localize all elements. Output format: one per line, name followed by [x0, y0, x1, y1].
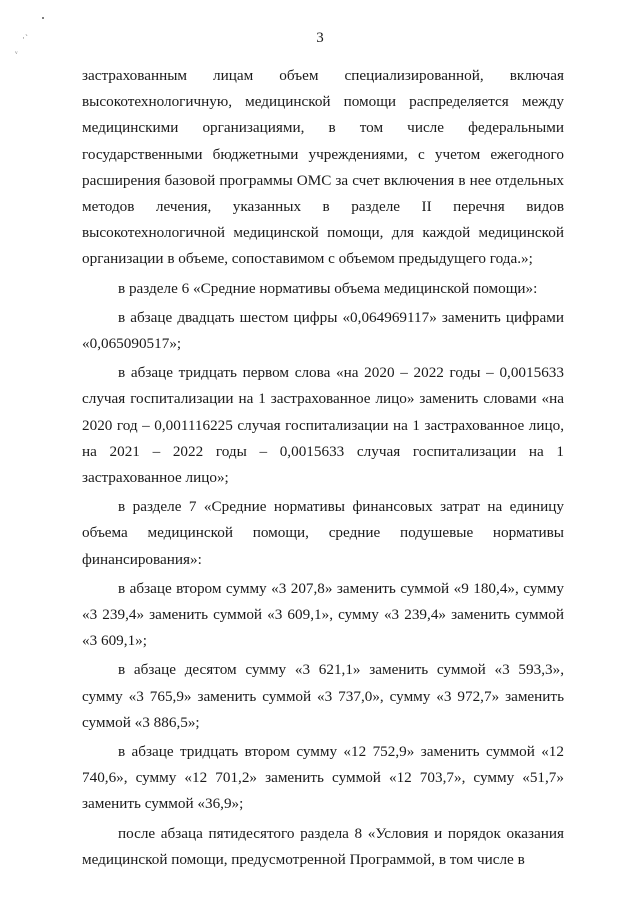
paragraph-amendment: в абзаце тридцать втором сумму «12 752,9» заменить суммой «12 740,6», сумму «12 701,2» заменить суммой «12 703,7», сумму «51,7» заменить суммой «36,9»;: [82, 743, 564, 813]
paragraph-section-7: в разделе 7 «Средние нормативы финансовых затрат на единицу объема медицинской помощи, средние подушевые нормативы финансирования»:: [82, 498, 564, 568]
page-number: 3: [316, 30, 324, 46]
paragraph-section-6: в разделе 6 «Средние нормативы объема медицинской помощи»:: [118, 279, 538, 297]
scan-mark: ·`: [22, 33, 28, 43]
paragraph-amendment: в абзаце двадцать шестом цифры «0,064969117» заменить цифрами «0,065090517»;: [82, 308, 564, 353]
paragraph-amendment: в абзаце втором сумму «3 207,8» заменить суммой «9 180,4», сумму «3 239,4» заменить суммой «3 609,1», сумму «3 239,4» заменить суммой «3 609,1»;: [82, 579, 564, 650]
scan-speck: [42, 17, 44, 19]
paragraph-continuation: застрахованным лицам объем специализированной, включая высокотехнологичную, медицинской помощи распределяется между медицинскими организациями, в том числе федеральными государственными бюджетными учреждениями, с учетом ежегодного расширения базовой программы ОМС за счет включения в нее отдельных методов лечения, указанных в разделе II перечня видов высокотехнологичной медицинской помощи, для каждой медицинской организации в объеме, сопоставимом с объемом предыдущего года.»;: [82, 67, 564, 268]
paragraph-amendment: в абзаце тридцать первом слова «на 2020 – 2022 годы – 0,0015633 случая госпитализации на 1 застрахованное лицо» заменить словами «на 2020 год – 0,001116225 случая госпитализации на 1 застрахованное лицо, на 2021 – 2022 годы – 0,0015633 случая госпитализации на 1 застрахованное лицо»;: [82, 364, 564, 487]
scan-mark: ᵥ: [15, 45, 18, 55]
paragraph-amendment: в абзаце десятом сумму «3 621,1» заменить суммой «3 593,3», сумму «3 765,9» заменить суммой «3 737,0», сумму «3 972,7» заменить суммой «3 886,5»;: [82, 661, 564, 731]
paragraph-section-8: после абзаца пятидесятого раздела 8 «Условия и порядок оказания медицинской помощи, предусмотренной Программой, в том числе в: [82, 824, 564, 868]
document-body: [82, 63, 564, 873]
